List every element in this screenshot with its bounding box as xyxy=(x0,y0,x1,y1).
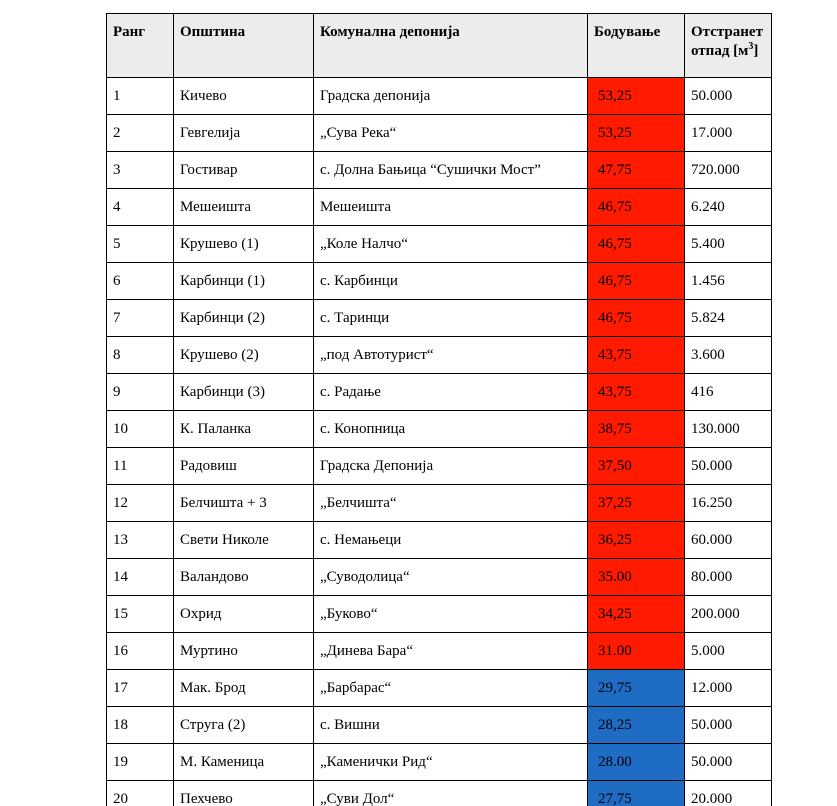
waste-cell: 6.240 xyxy=(685,189,772,226)
municipality-cell: К. Паланка xyxy=(174,411,314,448)
score-cell: 38,75 xyxy=(588,411,685,448)
municipality-cell: Мешеишта xyxy=(174,189,314,226)
municipality-cell: Валандово xyxy=(174,559,314,596)
score-cell: 36,25 xyxy=(588,522,685,559)
score-cell: 53,25 xyxy=(588,78,685,115)
header-waste-line2 xyxy=(691,42,771,61)
depot-cell: „Каменички Рид“ xyxy=(314,744,588,781)
score-cell: 46,75 xyxy=(588,300,685,337)
table-row xyxy=(107,152,772,189)
waste-cell: 130.000 xyxy=(685,411,772,448)
rank-cell: 5 xyxy=(107,226,174,263)
municipality-cell: М. Каменица xyxy=(174,744,314,781)
municipality-cell: Пехчево xyxy=(174,781,314,806)
table-row xyxy=(107,115,772,152)
waste-cell: 50.000 xyxy=(685,448,772,485)
table-row xyxy=(107,337,772,374)
depot-cell: с. Немањеци xyxy=(314,522,588,559)
municipality-cell: Крушево (2) xyxy=(174,337,314,374)
score-cell: 35.00 xyxy=(588,559,685,596)
waste-cell: 16.250 xyxy=(685,485,772,522)
depot-cell: „Динева Бара“ xyxy=(314,633,588,670)
score-cell: 47,75 xyxy=(588,152,685,189)
rank-cell: 11 xyxy=(107,448,174,485)
table-row xyxy=(107,633,772,670)
depot-cell: „под Автотурист“ xyxy=(314,337,588,374)
header-waste xyxy=(685,14,772,78)
depot-cell: „Коле Налчо“ xyxy=(314,226,588,263)
waste-cell: 20.000 xyxy=(685,781,772,806)
rank-cell: 12 xyxy=(107,485,174,522)
table-row xyxy=(107,707,772,744)
depot-cell: с. Конопница xyxy=(314,411,588,448)
depot-cell: с. Долна Бањица “Сушички Мост” xyxy=(314,152,588,189)
rank-cell: 6 xyxy=(107,263,174,300)
table-header xyxy=(107,14,772,78)
table-body xyxy=(107,78,772,806)
score-cell: 28.00 xyxy=(588,744,685,781)
waste-cell: 200.000 xyxy=(685,596,772,633)
rank-cell: 19 xyxy=(107,744,174,781)
municipality-cell: Карбинци (3) xyxy=(174,374,314,411)
rank-cell: 8 xyxy=(107,337,174,374)
municipality-cell: Радовиш xyxy=(174,448,314,485)
waste-cell: 12.000 xyxy=(685,670,772,707)
rank-cell: 4 xyxy=(107,189,174,226)
depot-cell: „Барбарас“ xyxy=(314,670,588,707)
score-cell: 37,50 xyxy=(588,448,685,485)
score-cell: 46,75 xyxy=(588,263,685,300)
rank-cell: 13 xyxy=(107,522,174,559)
table-row xyxy=(107,300,772,337)
municipality-cell: Гевгелија xyxy=(174,115,314,152)
table-row xyxy=(107,744,772,781)
depot-cell: с. Таринци xyxy=(314,300,588,337)
waste-cell: 80.000 xyxy=(685,559,772,596)
depot-cell: „Суводолица“ xyxy=(314,559,588,596)
header-municipality: Општина xyxy=(174,14,314,78)
depot-cell: Мешеишта xyxy=(314,189,588,226)
table-row xyxy=(107,189,772,226)
depot-cell: Градска Депонија xyxy=(314,448,588,485)
municipality-cell: Белчишта + 3 xyxy=(174,485,314,522)
header-depot: Комунална депонија xyxy=(314,14,588,78)
score-cell: 46,75 xyxy=(588,189,685,226)
header-waste-line1: Отстранет xyxy=(691,24,763,40)
depot-cell: „Сува Река“ xyxy=(314,115,588,152)
rank-cell: 20 xyxy=(107,781,174,806)
waste-cell: 1.456 xyxy=(685,263,772,300)
table-row xyxy=(107,263,772,300)
header-waste-exponent: 3 xyxy=(748,41,754,52)
waste-cell: 720.000 xyxy=(685,152,772,189)
waste-cell: 60.000 xyxy=(685,522,772,559)
rank-cell: 15 xyxy=(107,596,174,633)
header-score: Бодување xyxy=(588,14,685,78)
waste-cell: 416 xyxy=(685,374,772,411)
rank-cell: 1 xyxy=(107,78,174,115)
rank-cell: 14 xyxy=(107,559,174,596)
score-cell: 31.00 xyxy=(588,633,685,670)
header-row xyxy=(107,14,772,78)
rank-cell: 2 xyxy=(107,115,174,152)
table-row xyxy=(107,596,772,633)
municipality-cell: Охрид xyxy=(174,596,314,633)
table-row xyxy=(107,485,772,522)
municipality-cell: Гостивар xyxy=(174,152,314,189)
score-cell: 43,75 xyxy=(588,374,685,411)
municipality-cell: Карбинци (1) xyxy=(174,263,314,300)
municipality-cell: Карбинци (2) xyxy=(174,300,314,337)
header-waste-unit: отпад [м xyxy=(691,43,749,59)
table-row xyxy=(107,559,772,596)
depot-cell: Градска депонија xyxy=(314,78,588,115)
rank-cell: 3 xyxy=(107,152,174,189)
municipality-cell: Муртино xyxy=(174,633,314,670)
table-row xyxy=(107,670,772,707)
table-row xyxy=(107,522,772,559)
landfill-ranking-table xyxy=(106,13,772,806)
score-cell: 27,75 xyxy=(588,781,685,806)
depot-cell: „Белчишта“ xyxy=(314,485,588,522)
waste-cell: 5.400 xyxy=(685,226,772,263)
score-cell: 29,75 xyxy=(588,670,685,707)
depot-cell: с. Карбинци xyxy=(314,263,588,300)
waste-cell: 50.000 xyxy=(685,78,772,115)
waste-cell: 17.000 xyxy=(685,115,772,152)
score-cell: 34,25 xyxy=(588,596,685,633)
waste-cell: 5.000 xyxy=(685,633,772,670)
municipality-cell: Крушево (1) xyxy=(174,226,314,263)
score-cell: 37,25 xyxy=(588,485,685,522)
table-row xyxy=(107,781,772,806)
rank-cell: 9 xyxy=(107,374,174,411)
depot-cell: „Буково“ xyxy=(314,596,588,633)
rank-cell: 18 xyxy=(107,707,174,744)
header-waste-close: ] xyxy=(753,43,759,59)
table-row xyxy=(107,411,772,448)
table-row xyxy=(107,448,772,485)
depot-cell: с. Вишни xyxy=(314,707,588,744)
waste-cell: 50.000 xyxy=(685,707,772,744)
municipality-cell: Струга (2) xyxy=(174,707,314,744)
depot-cell: с. Радање xyxy=(314,374,588,411)
rank-cell: 7 xyxy=(107,300,174,337)
score-cell: 43,75 xyxy=(588,337,685,374)
score-cell: 53,25 xyxy=(588,115,685,152)
municipality-cell: Свети Николе xyxy=(174,522,314,559)
municipality-cell: Мак. Брод xyxy=(174,670,314,707)
rank-cell: 10 xyxy=(107,411,174,448)
waste-cell: 5.824 xyxy=(685,300,772,337)
table-row xyxy=(107,78,772,115)
table-row xyxy=(107,226,772,263)
score-cell: 46,75 xyxy=(588,226,685,263)
rank-cell: 16 xyxy=(107,633,174,670)
depot-cell: „Суви Дол“ xyxy=(314,781,588,806)
waste-cell: 50.000 xyxy=(685,744,772,781)
header-rank: Ранг xyxy=(107,14,174,78)
score-cell: 28,25 xyxy=(588,707,685,744)
waste-cell: 3.600 xyxy=(685,337,772,374)
rank-cell: 17 xyxy=(107,670,174,707)
municipality-cell: Кичево xyxy=(174,78,314,115)
table-row xyxy=(107,374,772,411)
